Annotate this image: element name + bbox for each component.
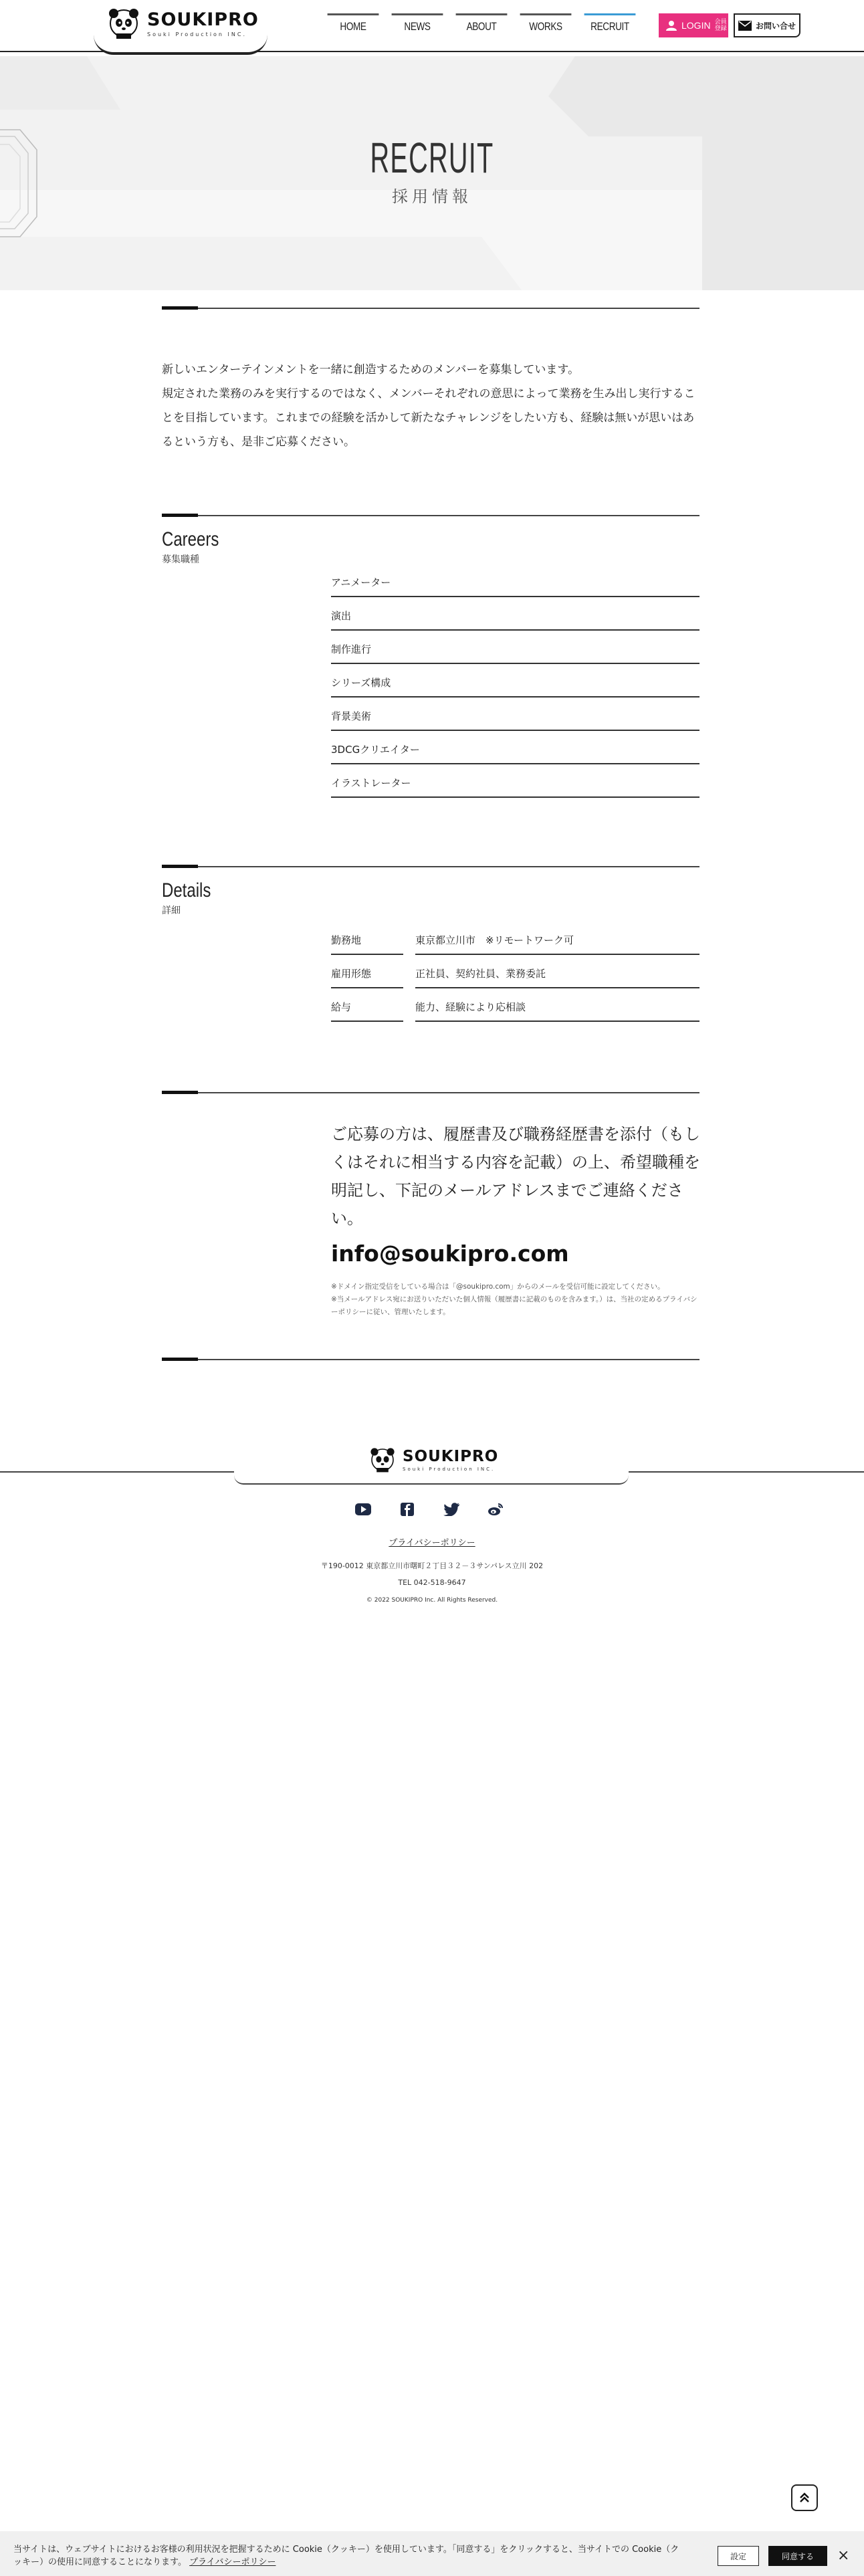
- user-icon: [665, 20, 677, 31]
- panda-logo-icon: [107, 7, 140, 40]
- careers-title: Careers: [162, 528, 219, 550]
- footer-logo[interactable]: [369, 1446, 498, 1473]
- company-phone: TEL 042-518-9647: [398, 1578, 466, 1587]
- site-logo[interactable]: [107, 7, 259, 40]
- detail-value: 能力、経験により応相談: [415, 988, 699, 1022]
- login-button[interactable]: [659, 13, 728, 37]
- detail-value: 東京都立川市 ※リモートワーク可: [415, 922, 699, 955]
- register-label: 会員登録: [714, 19, 727, 32]
- apply-instructions: ご応募の方は、履歴書及び職務経歴書を添付（もしくはそれに相当する内容を記載）の上、希望職種を明記し、下記のメールアドレスまでご連絡ください。: [331, 1125, 700, 1228]
- details-heading: [162, 879, 223, 917]
- page-title: RECRUIT: [370, 134, 494, 182]
- section-divider: [162, 1092, 699, 1093]
- copyright: © 2022 SOUKIPRO Inc. All Rights Reserved.: [366, 1597, 498, 1604]
- mail-icon: [738, 21, 752, 31]
- career-item: 3DCGクリエイター: [331, 731, 699, 764]
- facebook-icon[interactable]: [399, 1501, 416, 1518]
- double-chevron-up-icon: [798, 2492, 811, 2504]
- email-note: ※当メールアドレス宛にお送りいただいた個人情報（履歴書に記載のものを含みます。）は、当社の定めるプライバシーポリシーに従い、管理いたします。: [331, 1295, 697, 1316]
- section-divider: [162, 1359, 699, 1360]
- detail-value: 正社員、契約社員、業務委託: [415, 955, 699, 988]
- youtube-icon[interactable]: [354, 1501, 372, 1518]
- hero-banner: [0, 56, 864, 290]
- details-table: [331, 922, 699, 1022]
- privacy-policy-link[interactable]: プライバシーポリシー: [389, 1538, 475, 1548]
- intro-line-1: 新しいエンターテインメントを一緒に創造するためのメンバーを募集しています。: [162, 363, 580, 377]
- login-label: LOGIN: [681, 20, 711, 31]
- nav-about[interactable]: ABOUT: [456, 13, 508, 37]
- detail-row: [331, 988, 699, 1022]
- detail-key: 雇用形態: [331, 955, 403, 988]
- social-links: [354, 1501, 504, 1518]
- panda-logo-icon: [369, 1446, 396, 1473]
- close-icon[interactable]: ×: [837, 2547, 850, 2564]
- page-subtitle: 採用情報: [392, 187, 472, 206]
- nav-recruit[interactable]: RECRUIT: [584, 13, 636, 37]
- career-item: 制作進行: [331, 631, 699, 664]
- cookie-text: 当サイトは、ウェブサイトにおけるお客様の利用状況を把握するために Cookie（クッキー）を使用しています。「同意する」をクリックすると、当サイトでの Cookie（クッキー）の使用に同意することになります。: [13, 2545, 679, 2567]
- footer-logo-subtitle: Souki Production INC.: [403, 1467, 496, 1472]
- cookie-banner: [0, 2531, 864, 2576]
- careers-list: [331, 564, 699, 798]
- career-item: シリーズ構成: [331, 664, 699, 697]
- details-subtitle: 詳細: [162, 905, 181, 916]
- section-divider: [162, 515, 699, 516]
- career-item: アニメーター: [331, 564, 699, 597]
- career-item: 演出: [331, 597, 699, 631]
- company-address: 〒190-0012 東京都立川市曙町２丁目３２－３サンパレス立川 202: [320, 1562, 544, 1570]
- careers-subtitle: 募集職種: [162, 554, 199, 565]
- weibo-icon[interactable]: [487, 1501, 504, 1518]
- site-header: [0, 0, 864, 56]
- career-item: イラストレーター: [331, 764, 699, 798]
- contact-label: お問い合せ: [755, 21, 796, 31]
- logo-title: SOUKIPRO: [147, 9, 259, 30]
- cookie-privacy-link[interactable]: プライバシーポリシー: [189, 2557, 276, 2567]
- contact-email[interactable]: info@soukipro.com: [331, 1241, 569, 1267]
- intro-line-2: 規定された業務のみを実行するのではなく、メンバーそれぞれの意思によって業務を生み出し実行することを目指しています。これまでの経験を活かして新たなチャレンジをしたい方も、経験は無いが思いはあるという方も、是非ご応募ください。: [162, 387, 695, 449]
- main-nav: [321, 13, 642, 37]
- detail-key: 給与: [331, 988, 403, 1022]
- detail-row: [331, 922, 699, 955]
- careers-heading: [162, 528, 233, 566]
- cookie-agree-button[interactable]: 同意する: [768, 2546, 827, 2566]
- nav-news[interactable]: NEWS: [392, 13, 443, 37]
- intro-text: [162, 358, 699, 454]
- cookie-settings-button[interactable]: 設定: [718, 2546, 759, 2566]
- logo-subtitle: Souki Production INC.: [147, 31, 247, 37]
- footer-logo-title: SOUKIPRO: [403, 1448, 499, 1465]
- details-title: Details: [162, 879, 211, 901]
- section-divider: [162, 866, 699, 867]
- contact-button[interactable]: [734, 13, 800, 37]
- nav-home[interactable]: HOME: [328, 13, 379, 37]
- career-item: 背景美術: [331, 697, 699, 731]
- detail-key: 勤務地: [331, 922, 403, 955]
- back-to-top-button[interactable]: [791, 2484, 818, 2511]
- email-note: ※ドメイン指定受信をしている場合は「@soukipro.com」からのメールを受信可能に設定してください。: [331, 1283, 665, 1291]
- nav-works[interactable]: WORKS: [520, 13, 572, 37]
- section-divider: [162, 308, 699, 309]
- email-notes: [331, 1281, 699, 1319]
- twitter-icon[interactable]: [443, 1501, 460, 1518]
- detail-row: [331, 955, 699, 988]
- cookie-message: [13, 2543, 682, 2569]
